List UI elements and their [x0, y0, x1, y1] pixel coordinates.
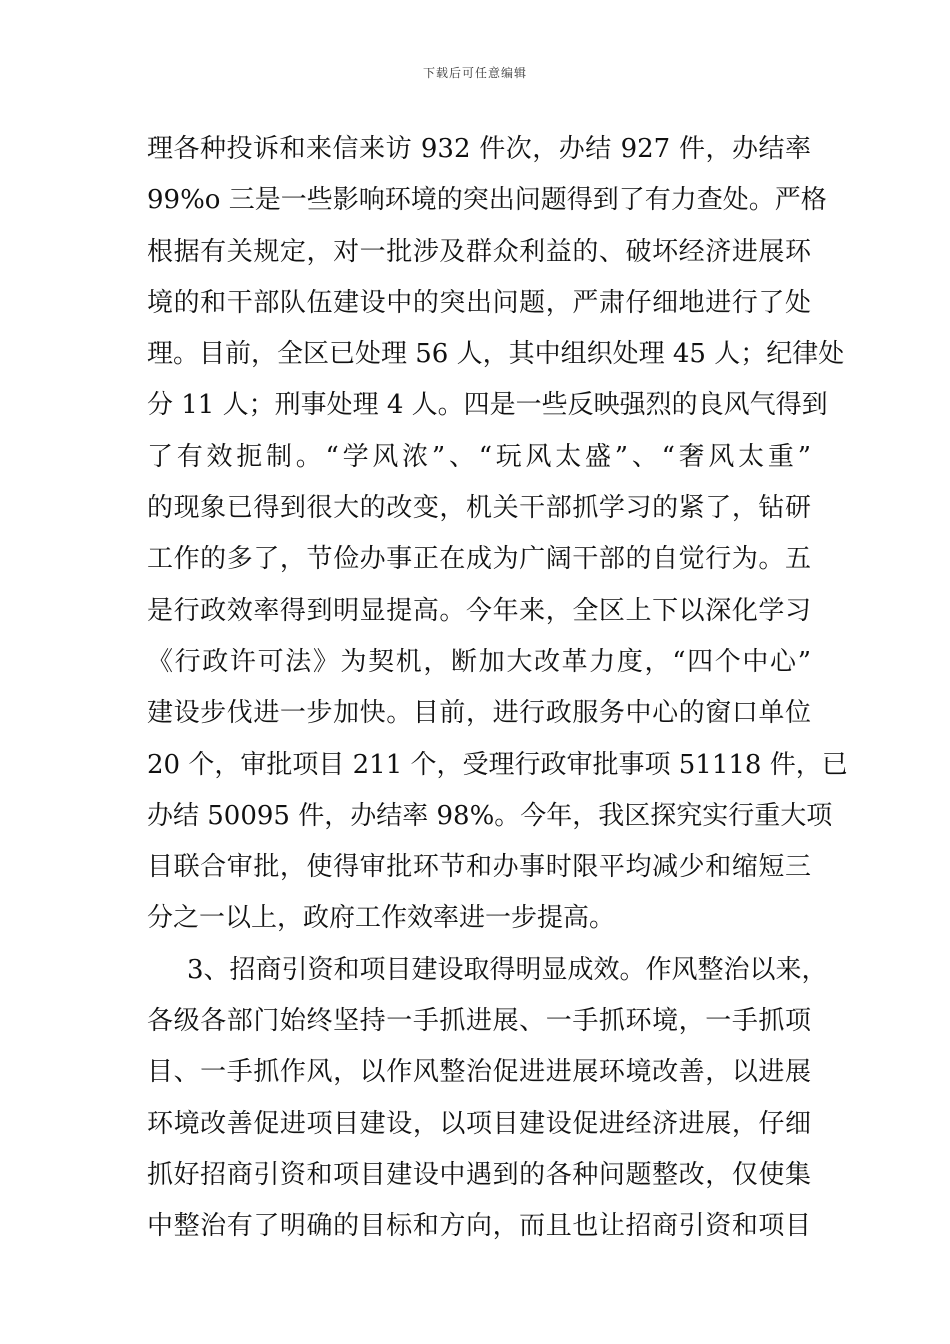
page-header: 下载后可任意编辑	[422, 66, 527, 80]
text-line: 99%o 三是一些影响环境的突出问题得到了有力查处。严格	[147, 185, 827, 216]
text-line: 理各种投诉和来信来访 932 件次，办结 927 件，办结率	[147, 134, 811, 164]
text-line: 各级各部门始终坚持一手抓进展、一手抓环境，一手抓项	[147, 1006, 811, 1037]
text-line: 中整治有了明确的目标和方向，而且也让招商引资和项目	[147, 1211, 811, 1242]
text-line: 是行政效率得到明显提高。今年来，全区上下以深化学习	[147, 595, 811, 626]
text-line-paragraph-end: 分之一以上，政府工作效率进一步提高。	[147, 903, 616, 934]
text-line: 了有效扼制。“学风浓”、“玩风太盛”、“奢风太重”	[147, 441, 811, 472]
text-line: 办结 50095 件，办结率 98%。今年，我区探究实行重大项	[147, 800, 833, 831]
text-line: 工作的多了，节俭办事正在成为广阔干部的自觉行为。五	[147, 544, 811, 575]
text-line: 境的和干部队伍建设中的突出问题，严肃仔细地进行了处	[147, 287, 811, 318]
text-line: 抓好招商引资和项目建设中遇到的各种问题整改，仅使集	[147, 1159, 811, 1190]
text-line: 20 个，审批项目 211 个，受理行政审批事项 51118 件，已	[147, 749, 848, 780]
document-body	[147, 124, 848, 1253]
text-line: 理。目前，全区已处理 56 人，其中组织处理 45 人；纪律处	[147, 339, 845, 370]
text-line: 环境改善促进项目建设，以项目建设促进经济进展，仔细	[147, 1108, 811, 1139]
text-line: 建设步伐进一步加快。目前，进行政服务中心的窗口单位	[147, 698, 811, 729]
text-line: 目、一手抓作风，以作风整治促进进展环境改善，以进展	[147, 1057, 811, 1088]
text-line: 《行政许可法》为契机，断加大改革力度，“四个中心”	[147, 646, 811, 677]
text-line: 目联合审批，使得审批环节和办事时限平均减少和缩短三	[147, 852, 811, 883]
text-line-paragraph-start: 3、招商引资和项目建设取得明显成效。作风整治以来，	[187, 954, 828, 985]
text-line: 根据有关规定，对一批涉及群众利益的、破坏经济进展环	[147, 236, 811, 267]
text-line: 分 11 人；刑事处理 4 人。四是一些反映强烈的良风气得到	[147, 390, 828, 421]
text-line: 的现象已得到很大的改变，机关干部抓学习的紧了，钻研	[147, 493, 811, 524]
